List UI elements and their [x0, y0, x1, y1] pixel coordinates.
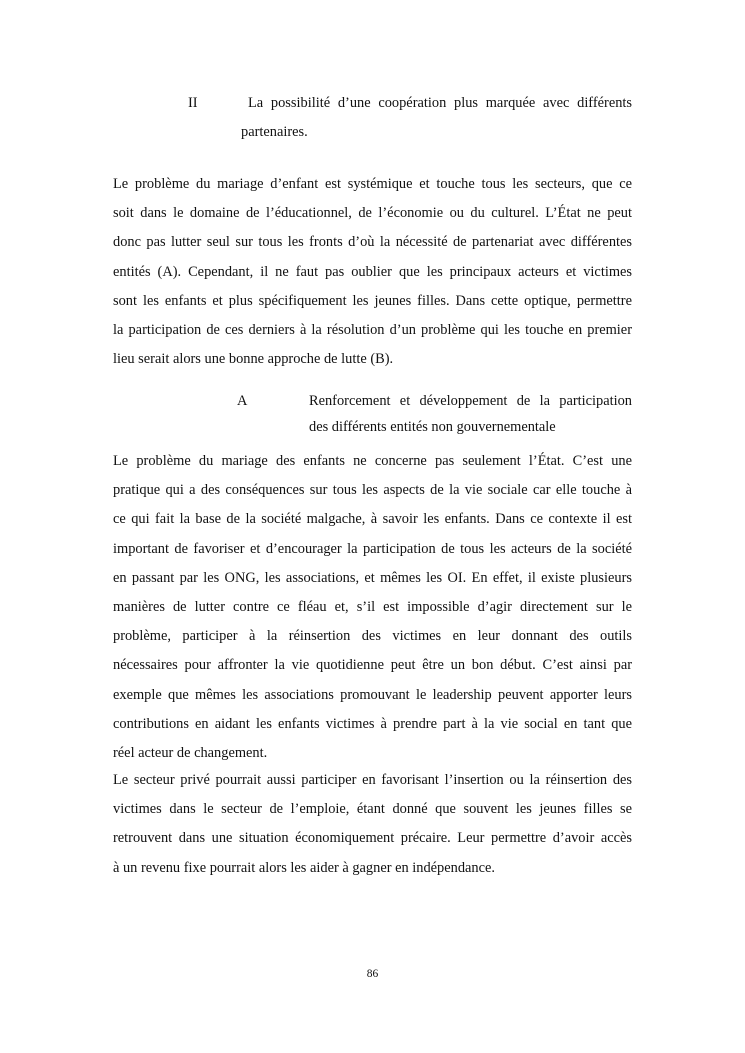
paragraph-line: entités (A). Cependant, il ne faut pas oublier que les principaux acteurs et victimes: [113, 263, 632, 280]
section-a-paragraph: [113, 447, 632, 768]
paragraph-line: victimes dans le secteur de l’emploie, étant donné que souvent les jeunes filles se: [113, 801, 632, 818]
paragraph-line: donc pas lutter seul sur tous les fronts d’où la nécessité de partenariat avec différentes: [113, 234, 632, 251]
section-title-line-1: La possibilité d’une coopération plus marquée avec différents: [248, 95, 632, 111]
subsection-letter: A: [237, 393, 248, 409]
paragraph-line: en passant par les ONG, les associations, et mêmes les OI. En effet, il existe plusieurs: [113, 569, 632, 586]
paragraph-line: nécessaires pour affronter la vie quotidienne peut être un bon début. C’est ainsi par: [113, 657, 632, 674]
private-sector-paragraph: [113, 766, 632, 883]
paragraph-line: à un revenu fixe pourrait alors les aider à gagner en indépendance.: [113, 859, 495, 876]
page-number: 86: [366, 968, 379, 980]
paragraph-line: Le problème du mariage des enfants ne concerne pas seulement l’État. C’est une: [113, 453, 632, 469]
paragraph-line: Le problème du mariage d’enfant est systémique et touche tous les secteurs, que ce: [113, 176, 632, 192]
section-number: II: [188, 95, 198, 111]
paragraph-line: soit dans le domaine de l’éducationnel, de l’économie ou du culturel. L’État ne peut: [113, 205, 632, 222]
intro-paragraph: [113, 170, 632, 374]
paragraph-line: ce qui fait la base de la société malgache, à savoir les enfants. Dans ce contexte il est: [113, 511, 632, 528]
paragraph-line: manières de lutter contre ce fléau et, s’il est impossible d’agir directement sur le: [113, 598, 632, 615]
paragraph-line: retrouvent dans une situation économiquement précaire. Leur permettre d’avoir accès: [113, 830, 632, 847]
section-title-line-2: partenaires.: [241, 124, 308, 140]
paragraph-line: Le secteur privé pourrait aussi participer en favorisant l’insertion ou la réinsertion des: [113, 772, 632, 788]
paragraph-line: exemple que mêmes les associations promouvant le leadership peuvent apporter leurs: [113, 686, 632, 703]
paragraph-line: la participation de ces derniers à la résolution d’un problème qui les touche en premier: [113, 321, 632, 338]
paragraph-line: important de favoriser et d’encourager la participation de tous les acteurs de la société: [113, 540, 632, 557]
paragraph-line: réel acteur de changement.: [113, 744, 268, 761]
paragraph-line: sont les enfants et plus spécifiquement les jeunes filles. Dans cette optique, permettre: [113, 292, 632, 309]
paragraph-line: lieu serait alors une bonne approche de lutte (B).: [113, 351, 394, 368]
paragraph-line: pratique qui a des conséquences sur tous les aspects de la vie sociale car elle touche à: [113, 482, 632, 499]
subsection-title-line-2: des différents entités non gouvernementale: [309, 419, 556, 435]
subsection-title-line-1: Renforcement et développement de la participation: [309, 393, 632, 409]
paragraph-line: contributions en aidant les enfants victimes à prendre part à la vie social en tant que: [113, 715, 632, 732]
paragraph-line: problème, participer à la réinsertion des victimes en leur donnant des outils: [113, 628, 632, 645]
